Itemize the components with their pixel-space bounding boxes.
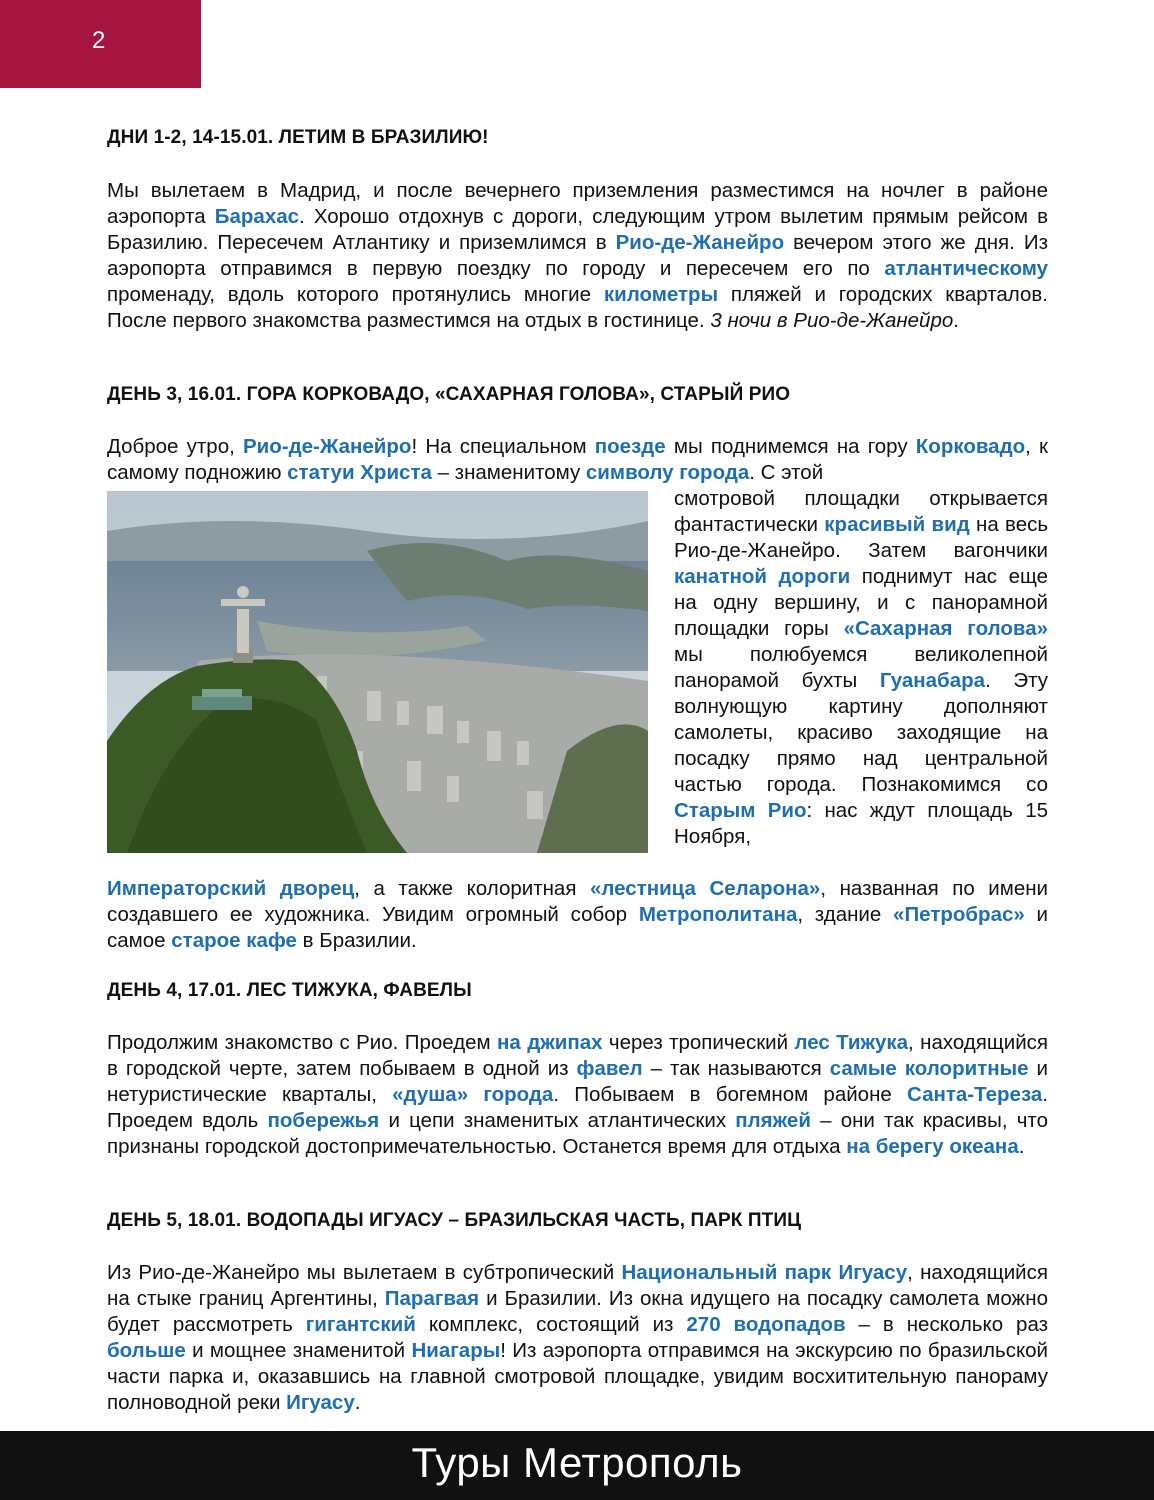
section-text-day3-bottom: Императорский дворец, а также колоритная «лестница Селарона», названная по имени создавшего ее художника. Увидим огромный собор Метрополитана, здание «Петробрас» и самое старое кафе в Бразилии. (107, 877, 1048, 952)
section-text-day3-wrap: смотровой площадки открывается фантастически красивый вид на весь Рио-де-Жанейро. Затем вагончики канатной дороги поднимут нас еще на одну вершину, и с панорамной площадки горы «Сахарная голова» мы полюбуемся великолепной панорамой бухты Гуанабара. Эту волнующую картину дополняют самолеты, красиво заходящие на посадку прямо над центральной частью города. Познакомимся со Старым Рио: нас ждут площадь 15 Ноября, (674, 487, 1049, 848)
rio-christ-redeemer-photo (107, 491, 648, 853)
section-heading-day1-2: ДНИ 1-2, 14-15.01. ЛЕТИМ В БРАЗИЛИЮ! (107, 127, 489, 148)
section-text-day4: Продолжим знакомство с Рио. Проедем на джипах через тропический лес Тижука, находящийся в городской черте, затем побываем в одной из фавел – так называются самые колоритные и нетуристические кварталы, «душа» города. Побываем в богемном районе Санта-Тереза. Проедем вдоль побережья и цепи знаменитых атлантических пляжей – они так красивы, что признаны городской достопримечательностью. Останется время для отдыха на берегу океана. (107, 1031, 1048, 1158)
footer-bar (0, 1431, 1154, 1500)
section-text-day5: Из Рио-де-Жанейро мы вылетаем в субтропический Национальный парк Игуасу, находящийся на стыке границ Аргентины, Парагвая и Бразилии. Из окна идущего на посадку самолета можно будет рассмотреть гигантский комплекс, состоящий из 270 водопадов – в несколько раз больше и мощнее знаменитой Ниагары! Из аэропорта отправимся на экскурсию по бразильской части парка и, оказавшись на главной смотровой площадке, увидим восхитительную панораму полноводной реки Игуасу. (107, 1261, 1049, 1414)
section-text-day3-top: Доброе утро, Рио-де-Жанейро! На специальном поезде мы поднимемся на гору Корковадо, к самому подножию статуи Христа – знаменитому символу города. С этой (107, 435, 1048, 484)
page-number-badge (0, 0, 201, 88)
footer-brand: Туры Метрополь (411, 1439, 743, 1486)
section-text-day1-2: Мы вылетаем в Мадрид, и после вечернего приземления разместимся на ночлег в районе аэропорта Барахас. Хорошо отдохнув с дороги, следующим утром вылетим прямым рейсом в Бразилию. Пересечем Атлантику и приземлимся в Рио-де-Жанейро вечером этого же дня. Из аэропорта отправимся в первую поездку по городу и пересечем его по атлантическому променаду, вдоль которого протянулись многие километры пляжей и городских кварталов. После первого знакомства разместимся на отдых в гостинице. 3 ночи в Рио-де-Жанейро. (107, 179, 1048, 332)
section-heading-day5: ДЕНЬ 5, 18.01. ВОДОПАДЫ ИГУАСУ – БРАЗИЛЬСКАЯ ЧАСТЬ, ПАРК ПТИЦ (107, 1210, 802, 1231)
page-number: 2 (92, 27, 106, 54)
section-heading-day4: ДЕНЬ 4, 17.01. ЛЕС ТИЖУКА, ФАВЕЛЫ (107, 980, 472, 1001)
section-heading-day3: ДЕНЬ 3, 16.01. ГОРА КОРКОВАДО, «САХАРНАЯ ГОЛОВА», СТАРЫЙ РИО (107, 384, 791, 405)
